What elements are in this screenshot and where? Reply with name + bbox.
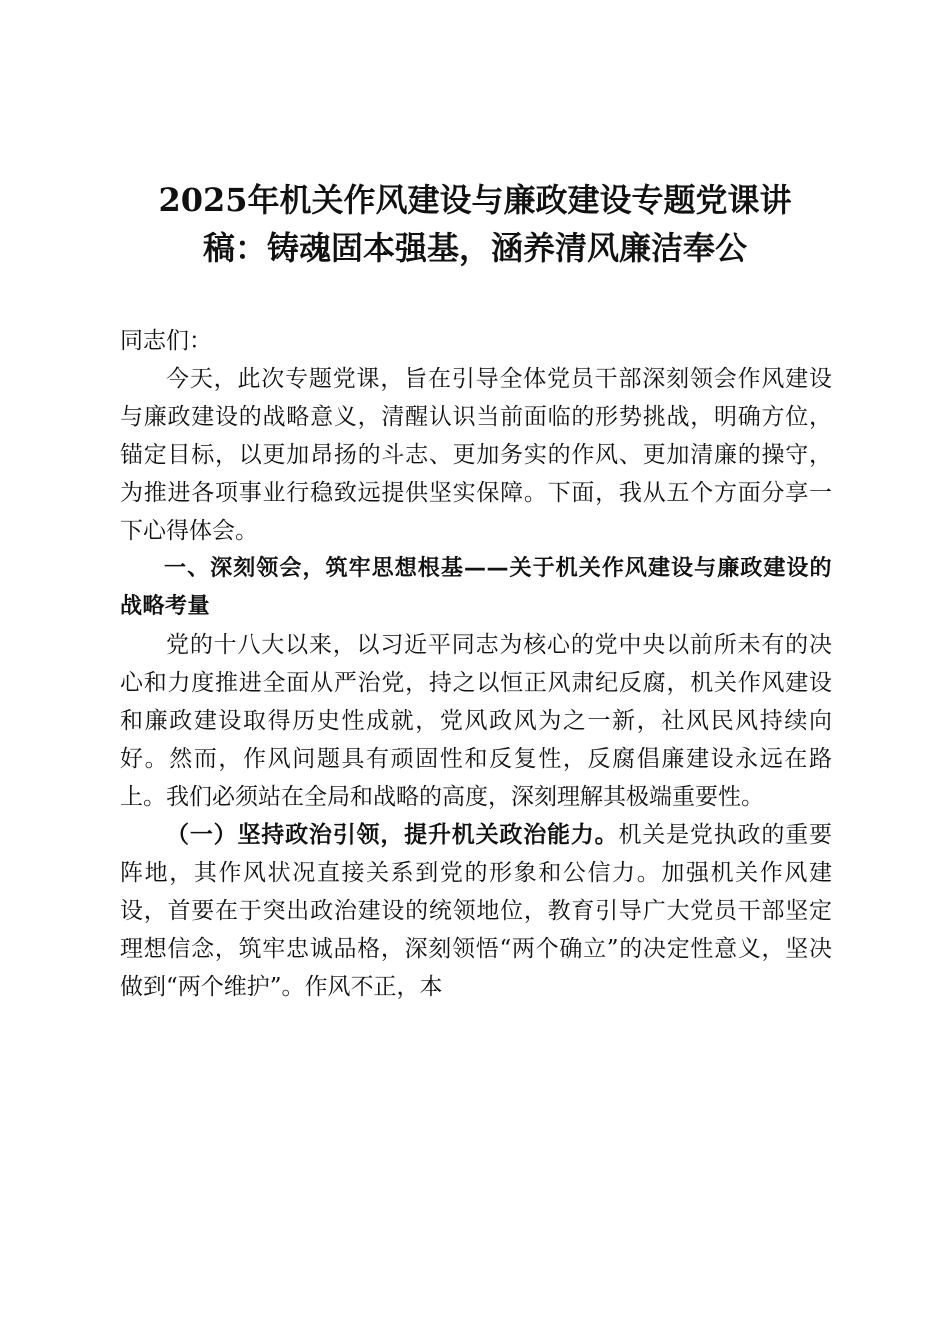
greeting: 同志们： [120, 328, 212, 354]
subsection-1-paragraph [120, 816, 832, 1006]
document-title [110, 176, 840, 272]
section-1-paragraph: 党的十八大以来，以习近平同志为核心的党中央以前所未有的决心和力度推进全面从严治党，持之以恒正风肃纪反腐，机关作风建设和廉政建设取得历史性成就，党风政风为之一新，社风民风持续向好。然而，作风问题具有顽固性和反复性，反腐倡廉建设永远在路上。我们必须站在全局和战略的高度，深刻理解其极端重要性。 [120, 632, 832, 810]
subsection-1-text: 机关是党执政的重要阵地，其作风状况直接关系到党的形象和公信力。加强机关作风建设，首要在于突出政治建设的统领地位，教育引导广大党员干部坚定理想信念，筑牢忠诚品格，深刻领悟“两个确立”的决定性意义，坚决做到“两个维护”。作风不正，本 [120, 822, 833, 1000]
intro-paragraph: 今天，此次专题党课，旨在引导全体党员干部深刻领会作风建设与廉政建设的战略意义，清醒认识当前面临的形势挑战，明确方位，锚定目标，以更加昂扬的斗志、更加务实的作风、更加清廉的操守，为推进各项事业行稳致远提供坚实保障。下面，我从五个方面分享一下心得体会。 [120, 366, 832, 544]
document-body [120, 322, 832, 1006]
subsection-1-title: （一）坚持政治引领，提升机关政治能力。 [166, 821, 619, 848]
section-1-heading: 一、深刻领会，筑牢思想根基——关于机关作风建设与廉政建设的战略考量 [120, 556, 832, 619]
title-line-1: 2025年机关作风建设与廉政建设专题党课讲 [158, 181, 792, 219]
title-line-2: 稿：铸魂固本强基，涵养清风廉洁奉公 [202, 229, 747, 267]
